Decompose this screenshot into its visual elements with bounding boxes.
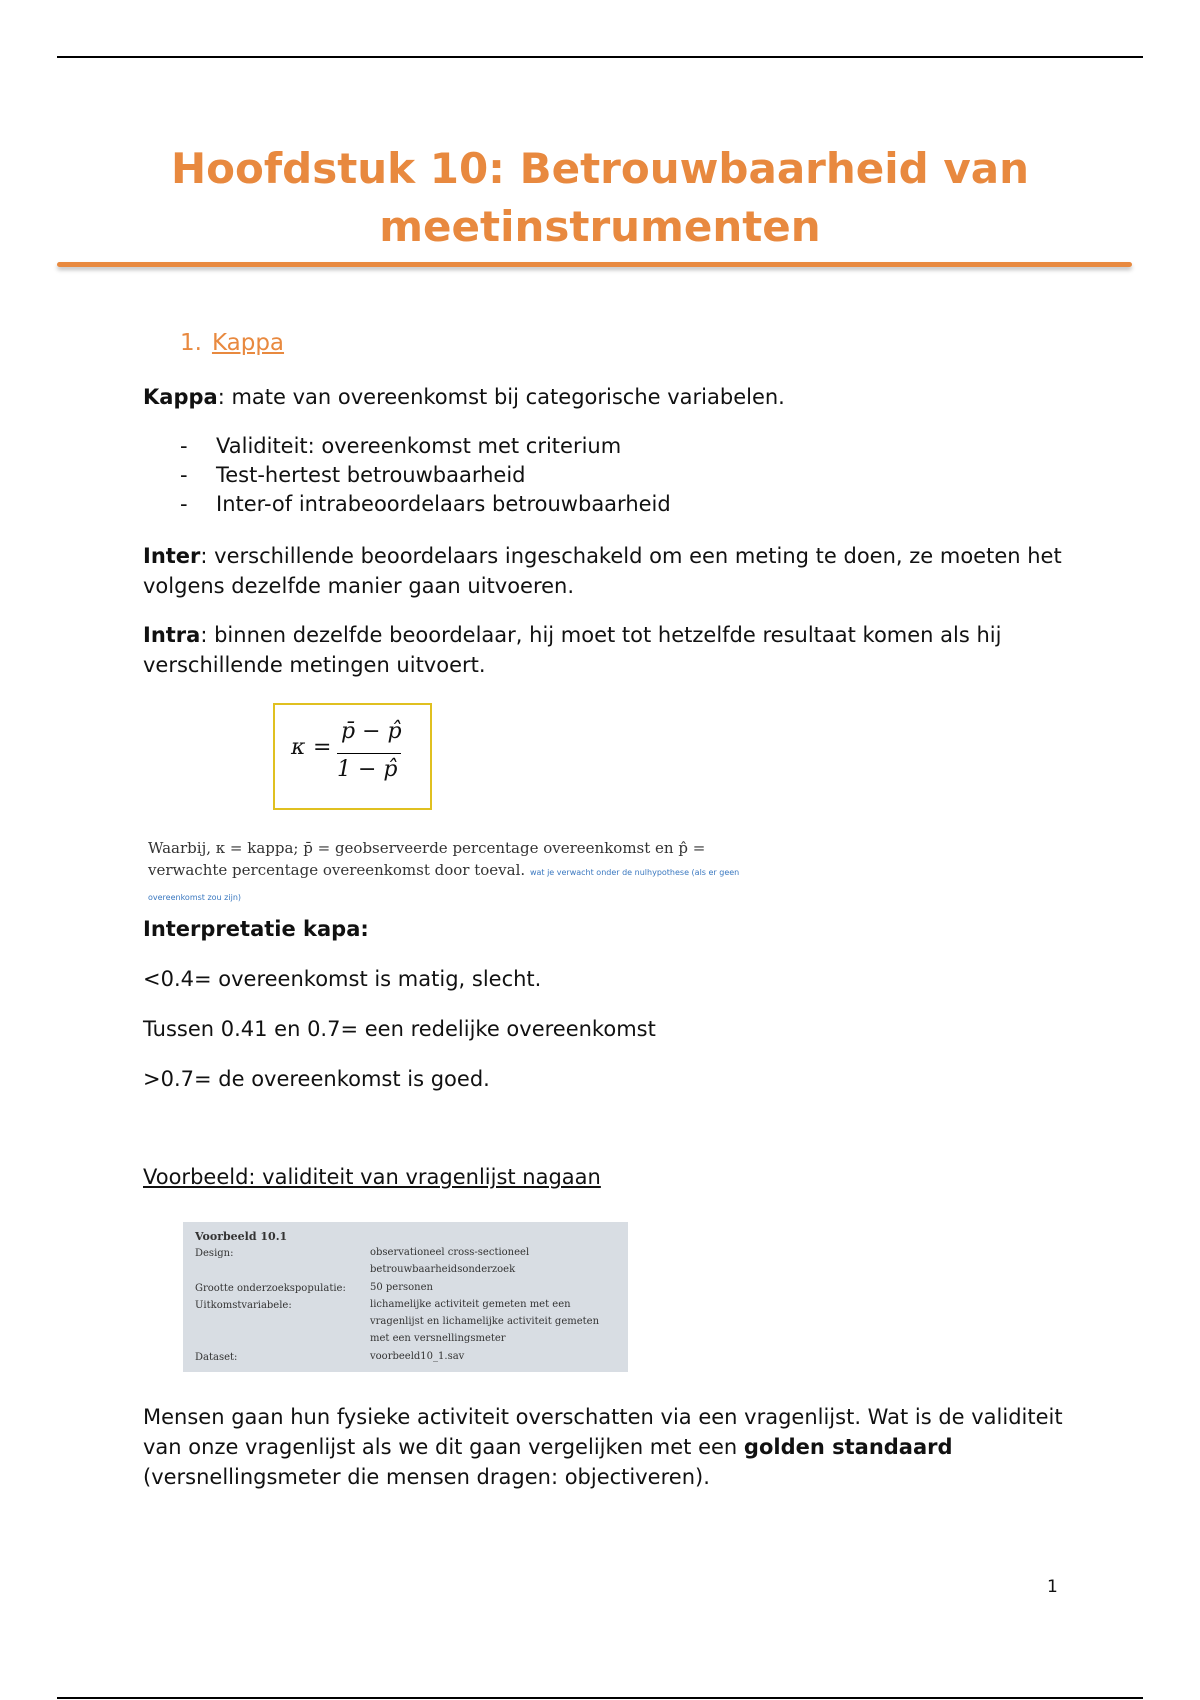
- formula-denominator: 1 − p̂: [337, 757, 398, 782]
- page-number: 1: [1047, 1577, 1058, 1597]
- list-item: - Inter-of intrabeoordelaars betrouwbaarheid: [180, 492, 671, 516]
- interpretation-heading: Interpretatie kapa:: [143, 917, 369, 941]
- interpretation-line: Tussen 0.41 en 0.7= een redelijke overeenkomst: [143, 1017, 656, 1041]
- closing-paragraph: Mensen gaan hun fysieke activiteit overschatten via een vragenlijst. Wat is de validiteit van onze vragenlijst als we dit gaan vergelijken met een golden standaard (versnellingsmeter die mensen dragen: objectiveren).: [143, 1405, 1063, 1489]
- interpretation-line: >0.7= de overeenkomst is goed.: [143, 1067, 490, 1091]
- example-row-value: voorbeeld10_1.sav: [370, 1351, 465, 1362]
- example-row-value: lichamelijke activiteit gemeten met een vragenlijst en lichamelijke activiteit gemeten met een versnellingsmeter: [370, 1299, 600, 1344]
- footer-rule: [57, 1697, 1143, 1699]
- header-rule: [57, 56, 1143, 58]
- formula-caption: Waarbij, κ = kappa; p̄ = geobserveerde percentage overeenkomst en p̂ = verwachte percentage overeenkomst door toeval. wat je verwacht onder de nulhypothese (als er geen overeenkomst zou zijn): [148, 839, 740, 902]
- section-number: 1.: [180, 330, 202, 356]
- kappa-text: : mate van overeenkomst bij categorische variabelen.: [217, 385, 785, 409]
- example-title: Voorbeeld 10.1: [195, 1230, 288, 1243]
- example-heading: Voorbeeld: validiteit van vragenlijst nagaan: [143, 1165, 601, 1189]
- formula-kappa: κ: [291, 735, 306, 760]
- golden-standaard: golden standaard: [743, 1435, 953, 1459]
- bullet-list: [180, 432, 671, 519]
- example-row-label: Dataset:: [195, 1352, 238, 1363]
- page-title: Hoofdstuk 10: Betrouwbaarheid van meetinstrumenten: [171, 144, 1029, 251]
- list-item: - Validiteit: overeenkomst met criterium: [180, 434, 622, 458]
- section-label: Kappa: [211, 330, 285, 356]
- formula-note: wat je verwacht onder de nulhypothese (als er geen overeenkomst zou zijn): [148, 868, 740, 902]
- formula-numerator: p̄ − p̂: [341, 719, 402, 744]
- kappa-definition: [143, 382, 1063, 412]
- intra-term: Intra: [143, 623, 201, 647]
- intra-text: : binnen dezelfde beoordelaar, hij moet tot hetzelfde resultaat komen als hij verschillende metingen uitvoert.: [143, 623, 1002, 677]
- fraction-bar: [337, 753, 401, 754]
- example-row-value: observationeel cross-sectioneel betrouwbaarheidsonderzoek: [370, 1247, 530, 1275]
- inter-term: Inter: [143, 544, 201, 568]
- example-row-label: Uitkomstvariabele:: [195, 1300, 292, 1311]
- kappa-formula: [273, 703, 432, 810]
- kappa-term: Kappa: [143, 385, 218, 409]
- formula-equals: =: [313, 735, 332, 760]
- example-box: [183, 1222, 628, 1372]
- kappa-formula-figure: [143, 700, 783, 902]
- inter-text: : verschillende beoordelaars ingeschakeld om een meting te doen, ze moeten het volgens dezelfde manier gaan uitvoeren.: [143, 544, 1062, 598]
- list-item: - Test-hertest betrouwbaarheid: [180, 463, 526, 487]
- example-row-value: 50 personen: [370, 1282, 433, 1293]
- section-heading: [180, 330, 284, 356]
- title-underline: [57, 262, 1132, 267]
- example-row-label: Design:: [195, 1248, 234, 1259]
- interpretation-line: <0.4= overeenkomst is matig, slecht.: [143, 967, 542, 991]
- intra-definition: [143, 620, 1063, 680]
- example-row-label: Grootte onderzoekspopulatie:: [195, 1283, 346, 1294]
- inter-definition: [143, 541, 1063, 601]
